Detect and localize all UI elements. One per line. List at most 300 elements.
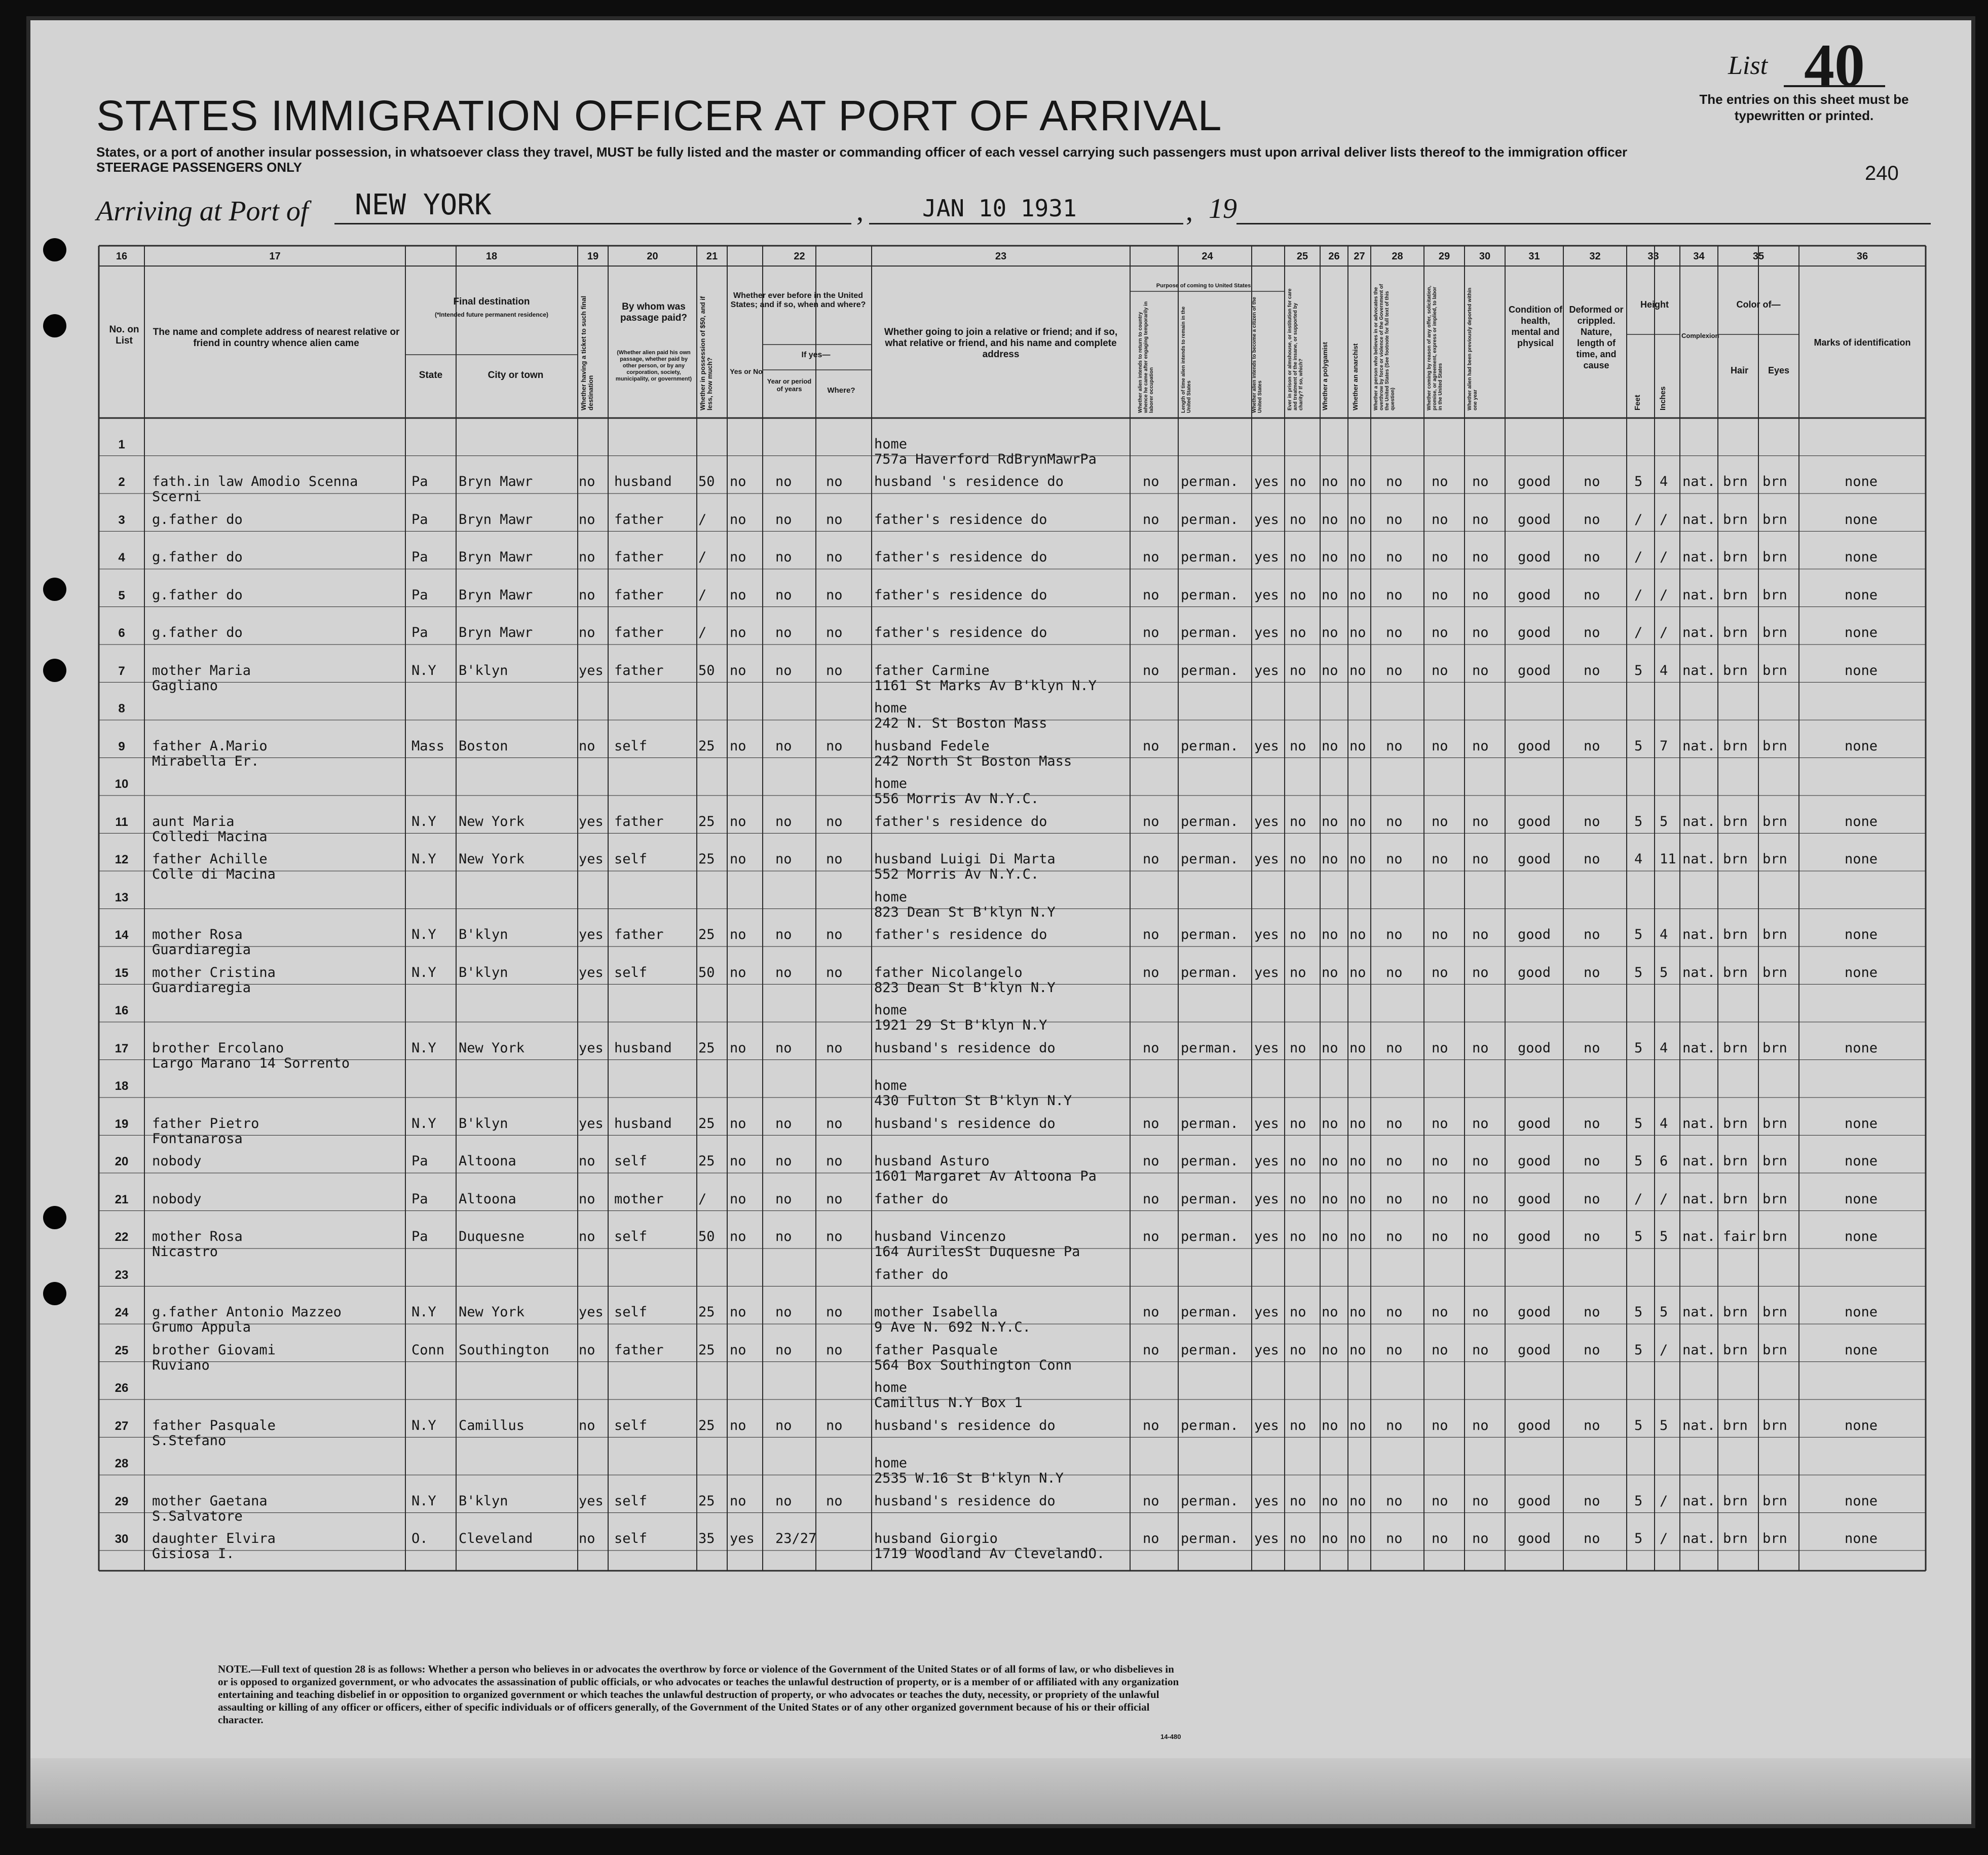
cell-joining: home (874, 1002, 908, 1018)
cell-state: Pa (411, 474, 428, 489)
cell-anarchist: no (1349, 587, 1366, 603)
cell-overthrow: no (1386, 1531, 1403, 1546)
header-purpose-length: Length of time alien intends to remain in the United States (1181, 306, 1192, 413)
cell-city: New York (459, 851, 525, 867)
cell-purpose-return: no (1143, 1493, 1159, 1509)
cell-relative-name: mother Rosa (152, 1229, 243, 1244)
cell-deformed: no (1584, 851, 1600, 867)
cell-city: Cleveland (459, 1531, 533, 1546)
cell-purpose-length: perman. (1181, 625, 1239, 640)
cell-relative-address: S.Salvatore (152, 1508, 243, 1524)
cell-joining: father's residence do (874, 549, 1047, 565)
cell-anarchist: no (1349, 738, 1366, 754)
cell-feet: 5 (1634, 1342, 1643, 1358)
cell-purpose-return: no (1143, 662, 1159, 678)
cell-deformed: no (1584, 1040, 1600, 1056)
cell-purpose-length: perman. (1181, 1304, 1239, 1320)
cell-years: no (775, 1115, 792, 1131)
cell-hair: brn (1723, 1342, 1748, 1358)
cell-relative-address: S.Stefano (152, 1432, 227, 1449)
cell-health: good (1518, 549, 1551, 565)
cell-complexion: nat. (1682, 1493, 1716, 1509)
cell-years: no (775, 1417, 792, 1433)
column-number: 27 (1354, 251, 1365, 262)
cell-prison: no (1290, 662, 1306, 678)
cell-relative-name: mother Rosa (152, 927, 243, 942)
cell-deported: no (1472, 1531, 1489, 1546)
cell-health: good (1518, 625, 1551, 640)
cell-purpose-citizen: yes (1254, 927, 1279, 942)
cell-joining: husband's residence do (874, 1040, 1056, 1056)
cell-joining-address: 9 Ave N. 692 N.Y.C. (874, 1319, 1031, 1335)
cell-polygamist: no (1322, 549, 1338, 565)
header-hair: Hair (1730, 365, 1748, 375)
cell-joining: mother Isabella (874, 1304, 998, 1320)
header-purpose: Purpose of coming to United States (1156, 283, 1251, 289)
cell-ticket: no (579, 738, 595, 754)
cell-relative-name: nobody (152, 1191, 202, 1207)
cell-purpose-citizen: yes (1254, 1040, 1279, 1056)
cell-joining-address: 2535 W.16 St B'klyn N.Y (874, 1470, 1064, 1486)
cell-anarchist: no (1349, 1304, 1366, 1320)
cell-deported: no (1472, 964, 1489, 980)
cell-been-before: no (730, 1342, 746, 1358)
header-contract: Whether coming by reason of any offer, solicitation, promise, or agreement, express or implied, to labor in the United States (1427, 285, 1443, 410)
cell-relative-address: Fontanarosa (152, 1130, 243, 1147)
cell-where: no (826, 813, 843, 829)
cell-been-before: no (730, 474, 746, 489)
cell-purpose-citizen: yes (1254, 1417, 1279, 1433)
cell-deformed: no (1584, 662, 1600, 678)
cell-ticket: yes (579, 1304, 604, 1320)
column-number: 28 (1392, 251, 1403, 262)
cell-complexion: nat. (1682, 511, 1716, 527)
cell-money: 25 (698, 1304, 715, 1320)
cell-purpose-length: perman. (1181, 851, 1239, 867)
cell-relative-name: father Pietro (152, 1115, 259, 1131)
cell-hair: brn (1723, 851, 1748, 867)
cell-marks: none (1845, 549, 1878, 565)
cell-purpose-return: no (1143, 511, 1159, 527)
cell-city: Bryn Mawr (459, 625, 533, 640)
cell-joining: father's residence do (874, 511, 1047, 527)
cell-ticket: no (579, 587, 595, 603)
cell-contract: no (1432, 738, 1448, 754)
row-number: 19 (115, 1117, 129, 1131)
cell-prison: no (1290, 1040, 1306, 1056)
row-number: 30 (115, 1532, 129, 1546)
row-number: 29 (115, 1494, 129, 1508)
cell-contract: no (1432, 625, 1448, 640)
cell-overthrow: no (1386, 964, 1403, 980)
column-number: 36 (1856, 251, 1868, 262)
cell-feet: 5 (1634, 1417, 1643, 1433)
cell-marks: none (1845, 587, 1878, 603)
cell-purpose-citizen: yes (1254, 1115, 1279, 1131)
cell-joining-address: 1161 St Marks Av B'klyn N.Y (874, 677, 1097, 694)
cell-deformed: no (1584, 1191, 1600, 1207)
cell-state: Pa (411, 625, 428, 640)
cell-anarchist: no (1349, 1153, 1366, 1169)
cell-eyes: brn (1762, 1342, 1787, 1358)
cell-prison: no (1290, 549, 1306, 565)
cell-where: no (826, 851, 843, 867)
cell-deformed: no (1584, 474, 1600, 489)
cell-marks: none (1845, 511, 1878, 527)
cell-anarchist: no (1349, 1342, 1366, 1358)
cell-been-before: no (730, 587, 746, 603)
cell-eyes: brn (1762, 1229, 1787, 1244)
cell-money: / (698, 549, 707, 565)
cell-joining: home (874, 1380, 908, 1395)
cell-purpose-return: no (1143, 1229, 1159, 1244)
row-number: 27 (115, 1419, 129, 1433)
cell-polygamist: no (1322, 1115, 1338, 1131)
cell-polygamist: no (1322, 1417, 1338, 1433)
comma: , (856, 196, 864, 227)
cell-relative-address: Largo Marano 14 Sorrento (152, 1055, 350, 1071)
cell-years: no (775, 964, 792, 980)
cell-city: Boston (459, 738, 508, 754)
cell-health: good (1518, 662, 1551, 678)
cell-paid-by: father (614, 662, 664, 678)
cell-purpose-length: perman. (1181, 662, 1239, 678)
cell-deported: no (1472, 1229, 1489, 1244)
cell-contract: no (1432, 474, 1448, 489)
cell-deformed: no (1584, 511, 1600, 527)
cell-eyes: brn (1762, 813, 1787, 829)
header-final-destination-note: (*Intended future permanent residence) (434, 311, 549, 318)
header-deported: Whether alien had been previously deported within one year (1467, 287, 1478, 410)
cell-marks: none (1845, 1191, 1878, 1207)
cell-years: no (775, 1229, 792, 1244)
cell-joining: father Carmine (874, 662, 990, 678)
header-joining: Whether going to join a relative or friend; and if so, what relative or friend, and his name and complete address (884, 327, 1118, 360)
cell-purpose-return: no (1143, 964, 1159, 980)
cell-overthrow: no (1386, 1342, 1403, 1358)
cell-hair: brn (1723, 1493, 1748, 1509)
header-color-of: Color of— (1736, 299, 1781, 310)
page-number: 240 (1865, 162, 1899, 184)
row-number: 6 (118, 626, 125, 640)
cell-prison: no (1290, 1115, 1306, 1131)
cell-health: good (1518, 1304, 1551, 1320)
cell-city: B'klyn (459, 964, 508, 980)
cell-been-before: no (730, 851, 746, 867)
cell-years: no (775, 1304, 792, 1320)
row-number: 25 (115, 1343, 129, 1357)
cell-health: good (1518, 1115, 1551, 1131)
header-anarchist: Whether an anarchist (1352, 343, 1359, 410)
cell-contract: no (1432, 1417, 1448, 1433)
cell-inches: 4 (1660, 1040, 1668, 1056)
cell-city: B'klyn (459, 927, 508, 942)
cell-been-before: no (730, 1493, 746, 1509)
cell-purpose-length: perman. (1181, 474, 1239, 489)
cell-marks: none (1845, 1493, 1878, 1509)
cell-joining-address: 242 N. St Boston Mass (874, 715, 1047, 731)
cell-years: no (775, 625, 792, 640)
cell-joining: husband's residence do (874, 1115, 1056, 1131)
cell-money: 25 (698, 1417, 715, 1433)
cell-been-before: no (730, 1115, 746, 1131)
list-label: List (1728, 51, 1768, 80)
column-number: 30 (1479, 251, 1491, 262)
cell-anarchist: no (1349, 1040, 1366, 1056)
row-number: 2 (118, 475, 125, 489)
cell-relative-name: g.father do (152, 625, 243, 640)
cell-purpose-length: perman. (1181, 549, 1239, 565)
cell-money: 25 (698, 813, 715, 829)
cell-city: New York (459, 1040, 525, 1056)
cell-ticket: no (579, 625, 595, 640)
cell-anarchist: no (1349, 813, 1366, 829)
cell-joining: husband 's residence do (874, 474, 1064, 489)
cell-feet: 5 (1634, 927, 1643, 942)
cell-contract: no (1432, 964, 1448, 980)
cell-purpose-citizen: yes (1254, 474, 1279, 489)
cell-health: good (1518, 474, 1551, 489)
cell-hair: brn (1723, 1417, 1748, 1433)
cell-purpose-citizen: yes (1254, 851, 1279, 867)
cell-city: Camillus (459, 1417, 525, 1433)
cell-where: no (826, 1417, 843, 1433)
cell-prison: no (1290, 927, 1306, 942)
cell-relative-name: father Achille (152, 851, 268, 867)
cell-relative-name: father Pasquale (152, 1417, 276, 1433)
cell-inches: / (1660, 1191, 1668, 1207)
cell-relative-name: g.father Antonio Mazzeo (152, 1304, 342, 1320)
cell-anarchist: no (1349, 964, 1366, 980)
cell-joining: home (874, 889, 908, 905)
column-number: 19 (587, 251, 599, 262)
cell-contract: no (1432, 587, 1448, 603)
cell-complexion: nat. (1682, 1342, 1716, 1358)
cell-joining-address: 1719 Woodland Av ClevelandO. (874, 1546, 1105, 1562)
cell-relative-address: Gagliano (152, 677, 218, 694)
column-number: 24 (1202, 251, 1213, 262)
cell-relative-address: Nicastro (152, 1244, 218, 1260)
cell-deported: no (1472, 1493, 1489, 1509)
cell-been-before: no (730, 511, 746, 527)
cell-hair: brn (1723, 625, 1748, 640)
cell-deported: no (1472, 738, 1489, 754)
cell-purpose-citizen: yes (1254, 511, 1279, 527)
header-if-yes: If yes— (801, 351, 831, 359)
cell-joining: husband Luigi Di Marta (874, 851, 1056, 867)
cell-purpose-length: perman. (1181, 1229, 1239, 1244)
cell-complexion: nat. (1682, 1304, 1716, 1320)
cell-health: good (1518, 1229, 1551, 1244)
cell-eyes: brn (1762, 1115, 1787, 1131)
port-label: Arriving at Port of (96, 196, 309, 227)
cell-relative-name: father A.Mario (152, 738, 268, 754)
cell-prison: no (1290, 1493, 1306, 1509)
cell-health: good (1518, 813, 1551, 829)
cell-marks: none (1845, 813, 1878, 829)
cell-joining: husband Giorgio (874, 1531, 998, 1546)
row-number: 26 (115, 1381, 129, 1395)
port-value: NEW YORK (355, 188, 492, 221)
cell-state: Pa (411, 549, 428, 565)
cell-city: Bryn Mawr (459, 587, 533, 603)
cell-purpose-citizen: yes (1254, 813, 1279, 829)
cell-paid-by: mother (614, 1191, 664, 1207)
cell-ticket: yes (579, 927, 604, 942)
cell-ticket: no (579, 1191, 595, 1207)
cell-relative-name: nobody (152, 1153, 202, 1169)
column-number: 31 (1528, 251, 1540, 262)
cell-purpose-return: no (1143, 474, 1159, 489)
cell-prison: no (1290, 1342, 1306, 1358)
cell-eyes: brn (1762, 625, 1787, 640)
cell-feet: / (1634, 587, 1643, 603)
cell-ticket: yes (579, 662, 604, 678)
cell-where: no (826, 1229, 843, 1244)
cell-polygamist: no (1322, 851, 1338, 867)
cell-money: 35 (698, 1531, 715, 1546)
cell-relative-name: mother Gaetana (152, 1493, 268, 1509)
cell-ticket: yes (579, 964, 604, 980)
row-number: 9 (118, 739, 125, 753)
header-health: Condition of health, mental and physical (1509, 305, 1562, 348)
cell-paid-by: self (614, 1304, 648, 1320)
cell-joining: husband Asturo (874, 1153, 990, 1169)
cell-health: good (1518, 511, 1551, 527)
cell-where: no (826, 1304, 843, 1320)
header-eyes: Eyes (1768, 365, 1790, 375)
cell-state: N.Y (411, 964, 436, 980)
cell-purpose-return: no (1143, 1342, 1159, 1358)
cell-city: B'klyn (459, 1493, 508, 1509)
cell-deformed: no (1584, 625, 1600, 640)
cell-where: no (826, 1115, 843, 1131)
cell-deported: no (1472, 1342, 1489, 1358)
header-final-destination: Final destination (453, 296, 530, 307)
cell-relative-address: Ruviano (152, 1357, 210, 1373)
cell-years: no (775, 813, 792, 829)
cell-joining: husband's residence do (874, 1493, 1056, 1509)
cell-contract: no (1432, 1304, 1448, 1320)
cell-years: 23/27 (775, 1531, 817, 1546)
cell-money: 25 (698, 927, 715, 942)
cell-joining-address: 430 Fulton St B'klyn N.Y (874, 1093, 1072, 1109)
cell-been-before: no (730, 1304, 746, 1320)
cell-paid-by: father (614, 813, 664, 829)
cell-relative-name: fath.in law Amodio Scenna (152, 474, 358, 489)
cell-deported: no (1472, 1191, 1489, 1207)
cell-money: 25 (698, 1040, 715, 1056)
cell-years: no (775, 1191, 792, 1207)
cell-ticket: yes (579, 851, 604, 867)
cell-polygamist: no (1322, 738, 1338, 754)
cell-hair: brn (1723, 927, 1748, 942)
cell-been-before: no (730, 625, 746, 640)
cell-complexion: nat. (1682, 587, 1716, 603)
cell-money: 25 (698, 1342, 715, 1358)
cell-deported: no (1472, 1417, 1489, 1433)
header-before-us: Whether ever before in the United States; and if so, when and where? (730, 291, 866, 309)
cell-overthrow: no (1386, 587, 1403, 603)
cell-purpose-length: perman. (1181, 1493, 1239, 1509)
cell-eyes: brn (1762, 1191, 1787, 1207)
cell-contract: no (1432, 511, 1448, 527)
cell-relative-name: mother Cristina (152, 964, 276, 980)
cell-anarchist: no (1349, 1191, 1366, 1207)
cell-state: N.Y (411, 1493, 436, 1509)
cell-complexion: nat. (1682, 1040, 1716, 1056)
cell-state: Mass (411, 738, 445, 754)
cell-complexion: nat. (1682, 964, 1716, 980)
cell-inches: 4 (1660, 927, 1668, 942)
row-number: 12 (115, 853, 129, 866)
cell-relative-name: g.father do (152, 587, 243, 603)
cell-joining-address: 556 Morris Av N.Y.C. (874, 791, 1039, 807)
cell-overthrow: no (1386, 738, 1403, 754)
cell-deported: no (1472, 851, 1489, 867)
cell-prison: no (1290, 511, 1306, 527)
cell-anarchist: no (1349, 662, 1366, 678)
cell-relative-address: Gisiosa I. (152, 1546, 235, 1562)
cell-where: no (826, 1040, 843, 1056)
cell-where: no (826, 1493, 843, 1509)
comma: , (1186, 196, 1193, 227)
header-polygamist: Whether a polygamist (1321, 342, 1329, 410)
cell-relative-name: g.father do (152, 511, 243, 527)
cell-polygamist: no (1322, 474, 1338, 489)
cell-contract: no (1432, 813, 1448, 829)
cell-money: 25 (698, 1493, 715, 1509)
cell-purpose-length: perman. (1181, 587, 1239, 603)
cell-money: 25 (698, 1115, 715, 1131)
cell-anarchist: no (1349, 1417, 1366, 1433)
cell-prison: no (1290, 1191, 1306, 1207)
cell-joining: father's residence do (874, 927, 1047, 942)
cell-purpose-return: no (1143, 813, 1159, 829)
cell-marks: none (1845, 1115, 1878, 1131)
cell-health: good (1518, 1342, 1551, 1358)
cell-money: / (698, 511, 707, 527)
cell-anarchist: no (1349, 549, 1366, 565)
cell-contract: no (1432, 1493, 1448, 1509)
cell-where: no (826, 587, 843, 603)
header-overthrow: Whether a person who believes in or advocates the overthrow by force or violence of the Government of the United States (See footnote for full text of this question) (1373, 284, 1396, 410)
cell-overthrow: no (1386, 511, 1403, 527)
cell-anarchist: no (1349, 1229, 1366, 1244)
cell-prison: no (1290, 587, 1306, 603)
cell-been-before: no (730, 1040, 746, 1056)
header-yes-no: Yes or No (730, 367, 763, 375)
row-number: 20 (115, 1155, 129, 1168)
cell-purpose-citizen: yes (1254, 1493, 1279, 1509)
cell-deported: no (1472, 549, 1489, 565)
cell-purpose-return: no (1143, 1417, 1159, 1433)
cell-purpose-length: perman. (1181, 1531, 1239, 1546)
cell-where: no (826, 738, 843, 754)
row-number: 4 (118, 551, 125, 564)
cell-money: 50 (698, 662, 715, 678)
cell-polygamist: no (1322, 813, 1338, 829)
form-code: 14-480 (1160, 1733, 1181, 1740)
cell-money: 50 (698, 1229, 715, 1244)
cell-where: no (826, 625, 843, 640)
cell-health: good (1518, 1493, 1551, 1509)
cell-inches: 4 (1660, 474, 1668, 489)
row-number: 28 (115, 1457, 129, 1470)
cell-joining: father's residence do (874, 813, 1047, 829)
header-no-on-list: No. on List (109, 324, 139, 346)
cell-been-before: no (730, 549, 746, 565)
